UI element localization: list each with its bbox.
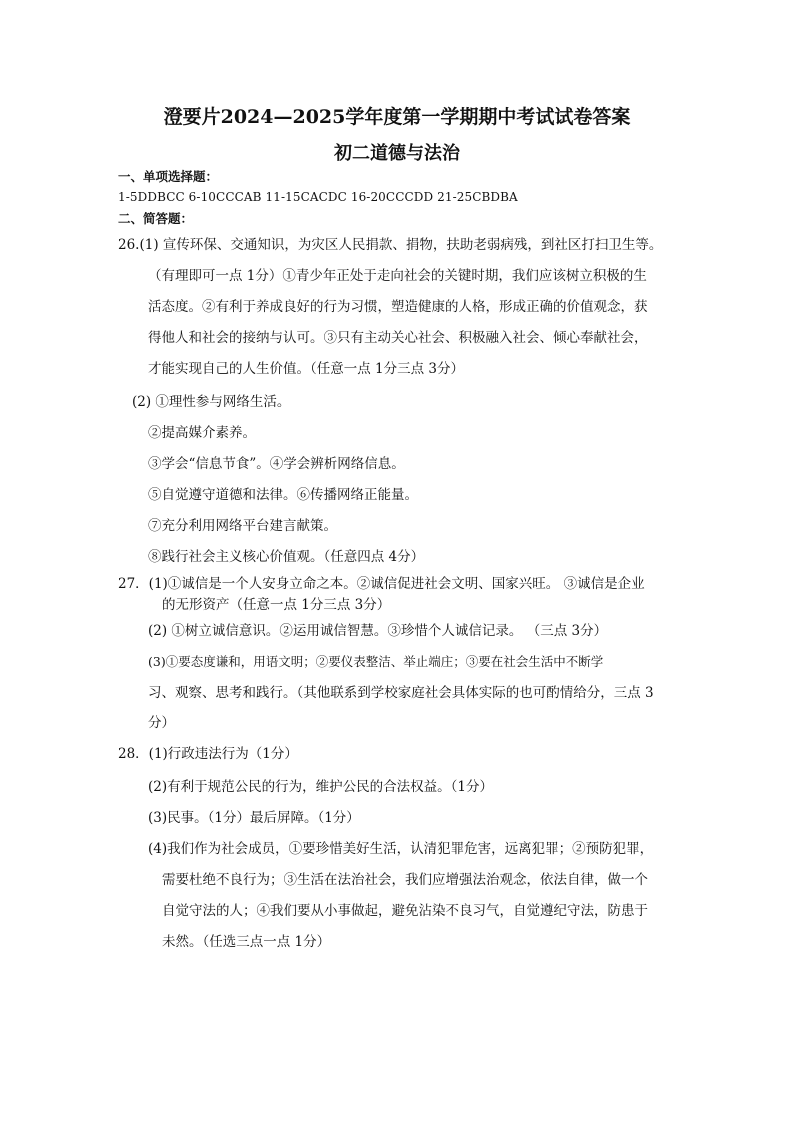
q26-part2-line: ②提高媒介素养。 (148, 425, 256, 441)
q26-part2-line: ⑤自觉遵守道德和法律。⑥传播网络正能量。 (148, 487, 418, 503)
q26-part1-line: 才能实现自己的人生价值。（任意一点 1分三点 3分） (148, 361, 465, 377)
q26-part2-line: ⑧践行社会主义核心价值观。（任意四点 4分） (148, 549, 425, 565)
q26-part2-line: ③学会“信息节食”。④学会辨析网络信息。 (148, 456, 405, 472)
q27-part1-line: 的无形资产（任意一点 1分三点 3分） (162, 597, 391, 613)
q28-part4-line: (4)我们作为社会成员，①要珍惜美好生活，认清犯罪危害，远离犯罪；②预防犯罪， (148, 841, 654, 857)
q26-part1-line: 26.(1) 宣传环保、交通知识，为灾区人民捐款、捐物，扶助老弱病残，到社区打扫卫生等。 (118, 237, 663, 253)
document-title: 澄要片2024—2025学年度第一学期期中考试试卷答案 (163, 106, 631, 128)
q26-part1-line: 活态度。②有利于养成良好的行为习惯，塑造健康的人格，形成正确的价值观念，获 (148, 299, 648, 315)
q27-part3-line: (3)①要态度谦和，用语文明；②要仪表整洁、举止端庄；③要在社会生活中不断学 (148, 654, 604, 669)
q26-part2-line: ⑦充分利用网络平台建言献策。 (148, 518, 337, 534)
q27-part2-line: (2) ①树立诚信意识。②运用诚信智慧。③珍惜个人诚信记录。 （三点 3分） (148, 623, 608, 639)
q28-part1-line: 28．(1)行政违法行为（1分） (118, 746, 298, 762)
q26-part2-line: (2) ①理性参与网络生活。 (132, 394, 291, 410)
q28-part4-line: 自觉守法的人；④我们要从小事做起，避免沾染不良习气，自觉遵纪守法，防患于 (162, 903, 648, 919)
document-subtitle: 初二道德与法治 (334, 143, 460, 164)
q28-part2-line: (2)有利于规范公民的行为，维护公民的合法权益。（1分） (148, 779, 493, 795)
multiple-choice-answers: 1-5DDBCC 6-10CCCAB 11-15CACDC 16-20CCCDD 21-25CBDBA (118, 190, 518, 204)
q28-part3-line: (3)民事。（1分）最后屏障。（1分） (148, 810, 360, 826)
q27-part3-line: 分） (148, 715, 175, 731)
q28-part4-line: 未然。（任选三点一点 1分） (162, 934, 331, 950)
section-heading-short-answer: 二、简答题： (118, 211, 194, 226)
section-heading-multiple-choice: 一、单项选择题： (118, 169, 219, 184)
q26-part1-line: 得他人和社会的接纳与认可。③只有主动关心社会、积极融入社会、倾心奉献社会， (148, 330, 648, 346)
q27-part3-line: 习、观察、思考和践行。（其他联系到学校家庭社会具体实际的也可酌情给分，三点 3 (148, 685, 654, 701)
q28-part4-line: 需要杜绝不良行为；③生活在法治社会，我们应增强法治观念，依法自律，做一个 (162, 872, 648, 888)
q27-part1-line: 27．(1)①诚信是一个人安身立命之本。②诚信促进社会文明、国家兴旺。 ③诚信是企业 (118, 576, 645, 592)
q26-part1-line: （有理即可一点 1分）①青少年正处于走向社会的关键时期，我们应该树立积极的生 (148, 268, 647, 284)
